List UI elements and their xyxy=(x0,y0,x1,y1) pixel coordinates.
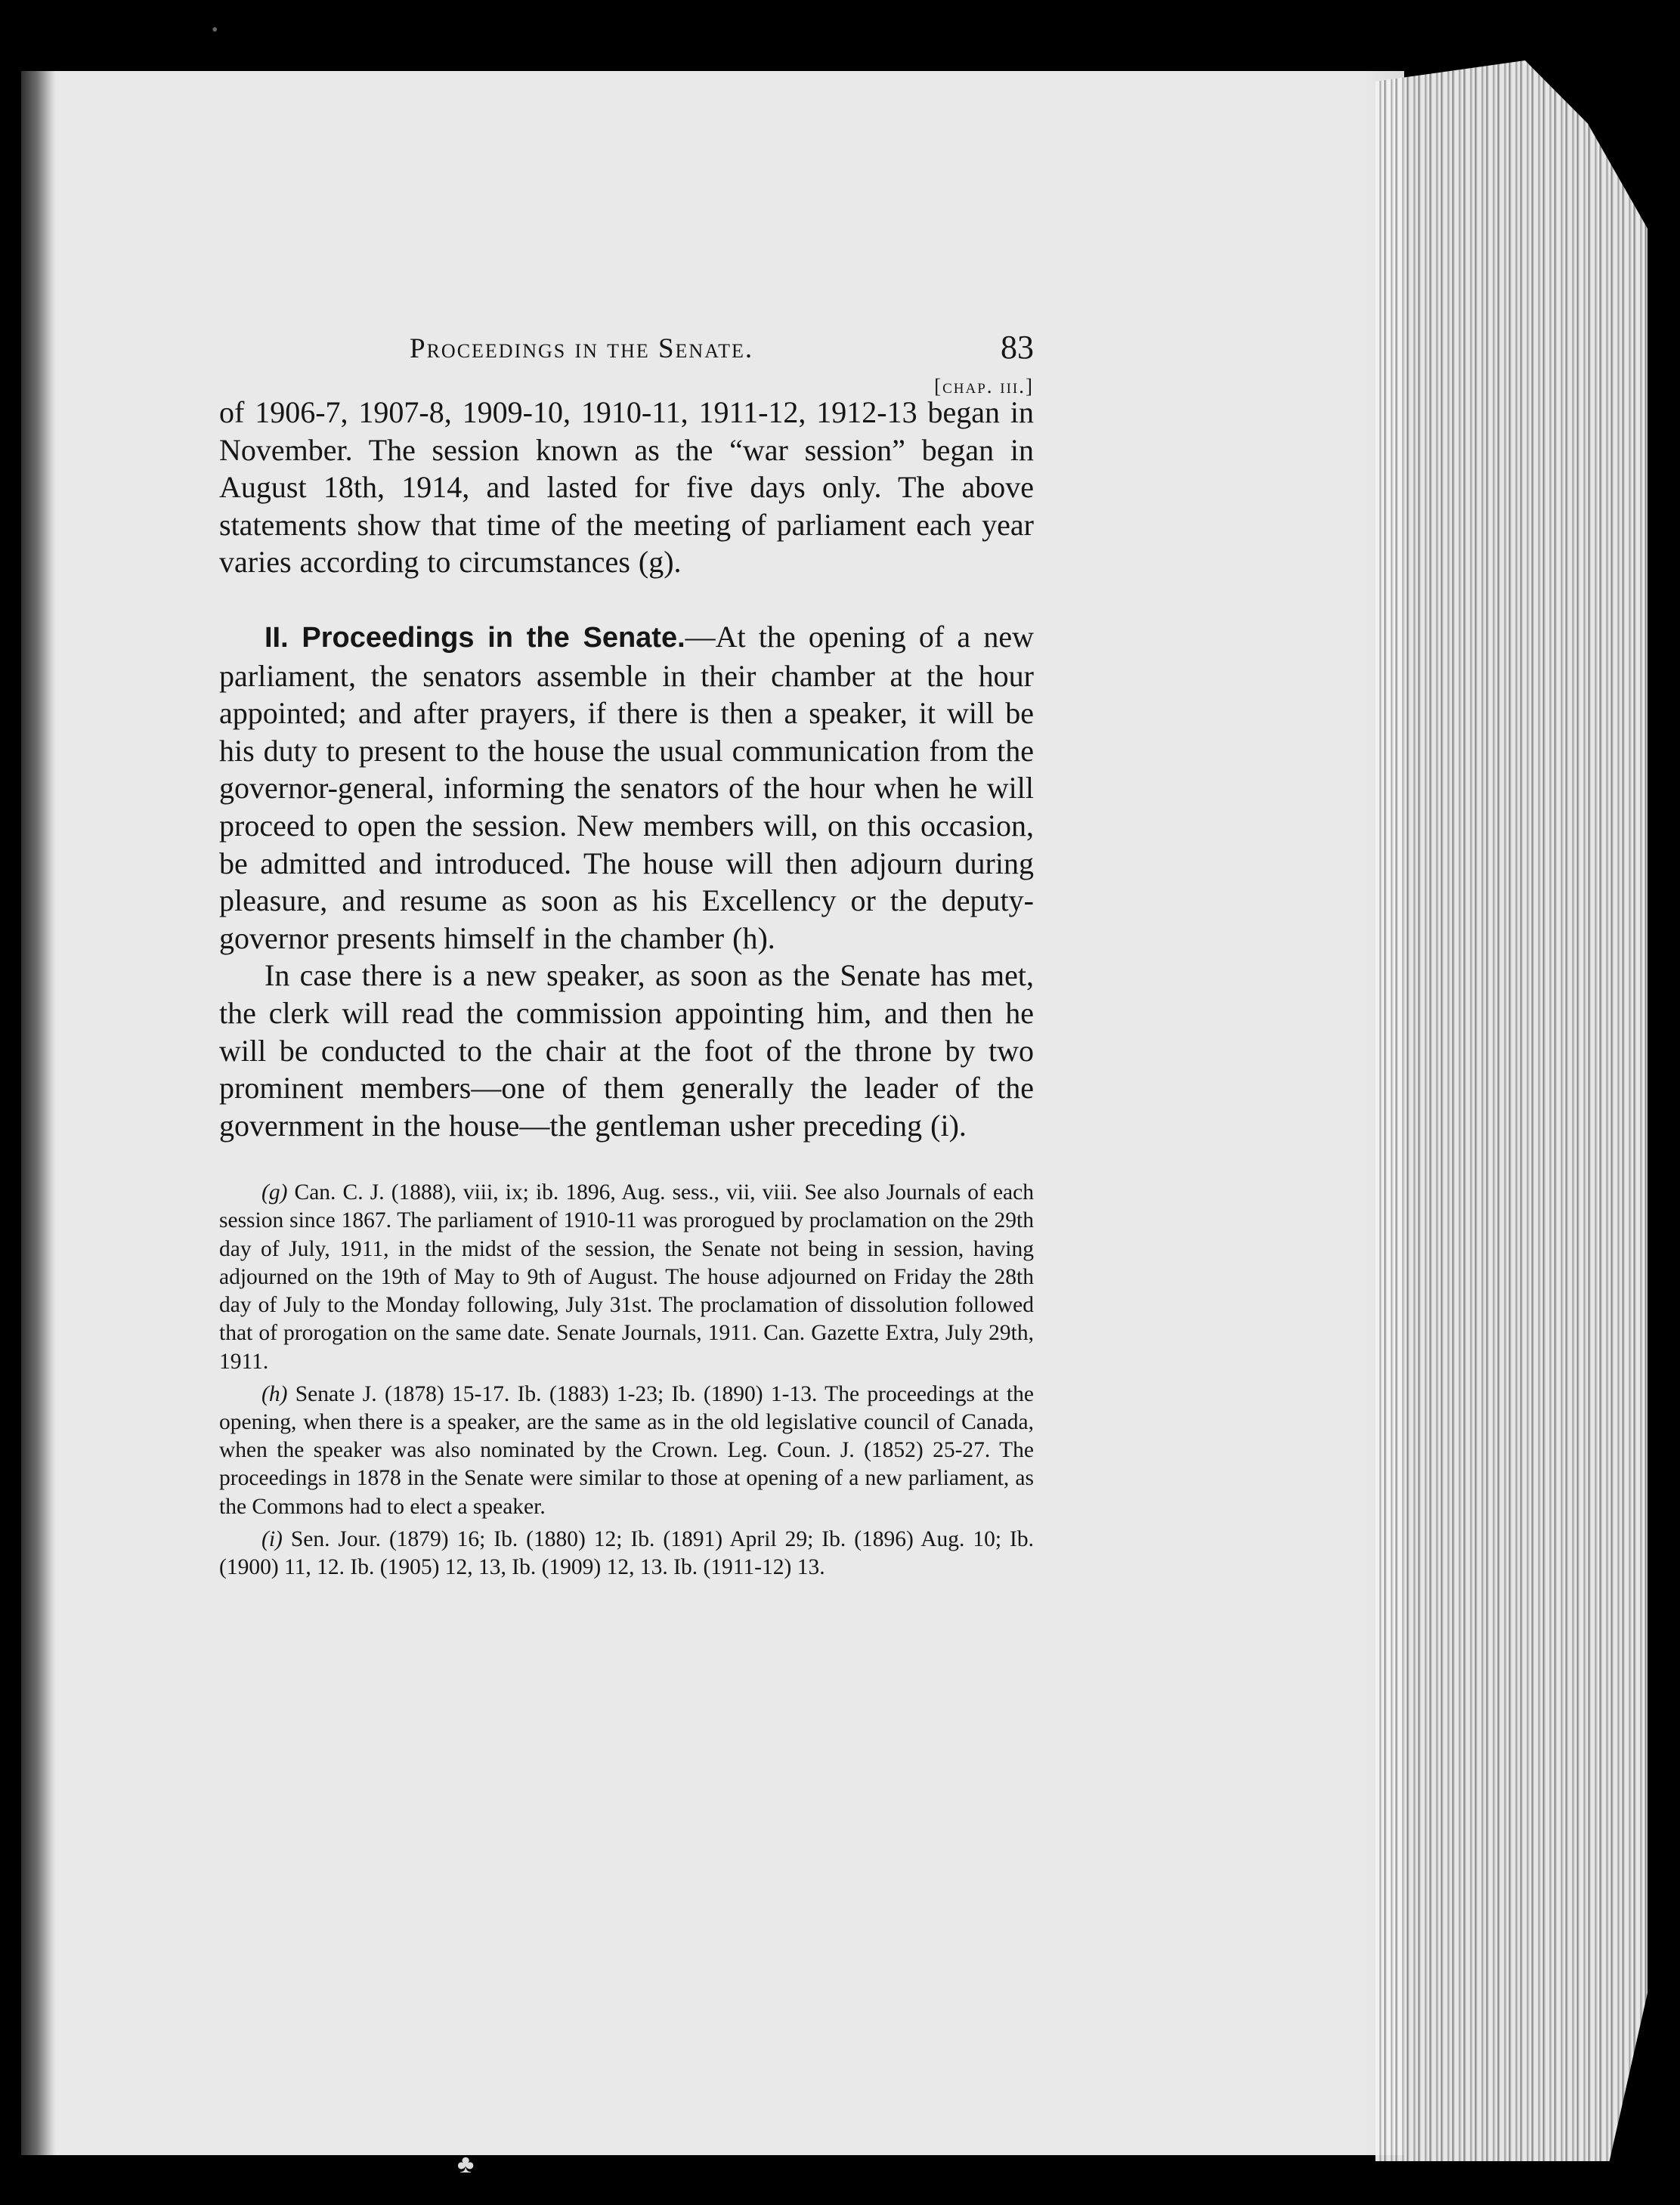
paragraph-continued: of 1906-7, 1907-8, 1909-10, 1910-11, 1911-12, 1912-13 began in November. The session known as the “war session” began in August 18th, 1914, and lasted for five days only. The above statements show that time of the meeting of parliament each year varies according to circumstances (g). xyxy=(219,395,1034,580)
page-number: 83 xyxy=(1001,329,1034,366)
footnote-text: Can. C. J. (1888), viii, ix; ib. 1896, Aug. sess., vii, viii. See also Journals of each session since 1867. The parliament of 1910-11 was prorogued by proclamation on the 29th day of July, 1911, in the midst of the session, the Senate not being in session, having adjourned on the 19th of May to 9th of August. The house adjourned on Friday the 28th day of July to the Monday following, July 31st. The proclamation of dissolution followed that of prorogation on the same date. Senate Journals, 1911. Can. Gazette Extra, July 29th, 1911. xyxy=(219,1180,1034,1374)
footnote-i xyxy=(219,1526,1034,1582)
running-head-title: Proceedings in the Senate. xyxy=(410,333,754,364)
section-body: —At the opening of a new parliament, the senators assemble in their chamber at the hour appointed; and after prayers, if there is then a speaker, it will be his duty to present to the house the usual communication from the governor-general, informing the senators of the hour when he will proceed to open the session. New members will, on this occasion, be admitted and introduced. The house will then adjourn during pleasure, and resume as soon as his Excellency or the deputy-governor presents himself in the chamber (h). xyxy=(219,619,1034,955)
footnotes xyxy=(219,1179,1034,1582)
stacked-page-edges xyxy=(1375,60,1648,2161)
footnote-text: Senate J. (1878) 15-17. Ib. (1883) 1-23; Ib. (1890) 1-13. The proceedings at the opening, when there is a speaker, are the same as in the old legislative council of Canada, when the speaker was also nominated by the Crown. Leg. Coun. J. (1852) 25-27. The proceedings in 1878 in the Senate were similar to those at opening of a new parliament, as the Commons had to elect a speaker. xyxy=(219,1381,1034,1519)
footnote-text: Sen. Jour. (1879) 16; Ib. (1880) 12; Ib. (1891) April 29; Ib. (1896) Aug. 10; Ib. (1900) 11, 12. Ib. (1905) 12, 13, Ib. (1909) 12, 13. Ib. (1911-12) 13. xyxy=(219,1526,1034,1579)
footnote-marker: (i) xyxy=(261,1526,283,1551)
section-heading: II. Proceedings in the Senate. xyxy=(265,621,685,654)
chapter-reference: [chap. iii.] xyxy=(934,375,1034,397)
running-head xyxy=(219,329,1034,378)
page-text-block xyxy=(219,329,1034,1582)
footnote-marker: (h) xyxy=(261,1381,288,1406)
footnote-h xyxy=(219,1381,1034,1521)
paragraph-new-speaker: In case there is a new speaker, as soon as the Senate has met, the clerk will read the commission appointing him, and then he will be conducted to the chair at the foot of the throne by two prominent members—one of them generally the leader of the government in the house—the gentleman usher preceding (i). xyxy=(219,958,1034,1143)
scan-speck-top: • xyxy=(212,20,218,40)
scan-speck-bottom: ♣ xyxy=(457,2151,475,2179)
footnote-marker: (g) xyxy=(261,1180,288,1205)
section-paragraph xyxy=(219,618,1034,957)
footnote-g xyxy=(219,1179,1034,1375)
book-spine-edge xyxy=(21,71,56,2155)
